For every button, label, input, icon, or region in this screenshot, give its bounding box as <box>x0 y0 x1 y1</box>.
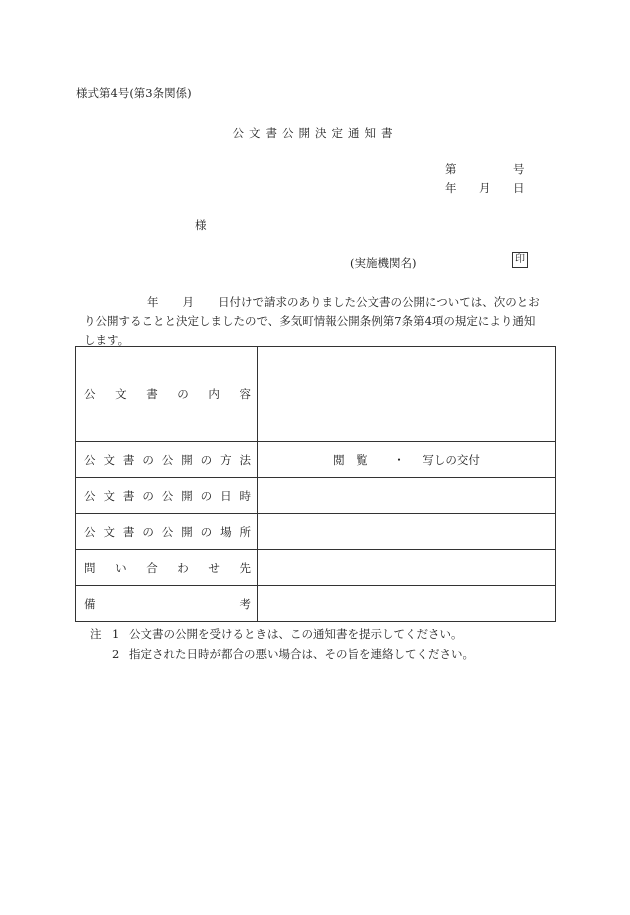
body-line-3: します。 <box>84 333 130 347</box>
label-char: 時 <box>239 488 251 503</box>
reference-day: 日 <box>513 181 525 195</box>
label-disclosure-method-text <box>84 452 251 468</box>
label-char: の <box>200 488 213 503</box>
table-row-method <box>76 442 556 478</box>
label-remarks-text <box>84 596 251 612</box>
label-disclosure-place-text <box>84 524 251 540</box>
label-char: 問 <box>84 560 96 575</box>
value-disclosure-datetime[interactable] <box>258 478 556 514</box>
label-disclosure-datetime-text <box>84 488 251 504</box>
value-disclosure-method <box>258 442 556 478</box>
note-2-text: 指定された日時が都合の悪い場合は、その旨を連絡してください。 <box>129 647 474 661</box>
label-char: 文 <box>103 524 115 539</box>
body-line-1-rest: 日付けで請求のありました公文書の公開については、次のとお <box>218 295 540 309</box>
label-document-content-text <box>84 386 251 402</box>
table-row-contact <box>76 550 556 586</box>
reference-year: 年 <box>445 181 457 195</box>
note-1 <box>90 624 474 644</box>
label-char: わ <box>177 560 189 575</box>
label-char: 場 <box>220 524 232 539</box>
label-char: い <box>115 560 127 575</box>
method-separator: ・ <box>393 452 405 467</box>
label-char: 公 <box>84 387 96 401</box>
label-char: 所 <box>239 524 251 539</box>
reference-month: 月 <box>479 181 491 195</box>
label-char: 公 <box>84 524 96 539</box>
value-contact[interactable] <box>258 550 556 586</box>
label-char: 書 <box>122 488 135 503</box>
label-contact <box>76 550 258 586</box>
label-char: 日 <box>220 488 232 503</box>
label-char: 法 <box>239 452 251 467</box>
label-char: 開 <box>181 452 193 467</box>
method-option-copy[interactable]: 写しの交付 <box>422 452 480 467</box>
label-char: 公 <box>161 488 174 503</box>
body-date-year: 年 <box>147 295 159 309</box>
body-line-2: り公開することと決定しましたので、多気町情報公開条例第7条第4項の規定により通知 <box>84 314 536 328</box>
label-document-content <box>76 347 258 442</box>
table-row-datetime <box>76 478 556 514</box>
value-disclosure-place[interactable] <box>258 514 556 550</box>
label-char: 公 <box>161 524 174 539</box>
document-title: 公文書公開決定通知書 <box>232 126 398 140</box>
label-char: 先 <box>239 560 251 575</box>
value-remarks[interactable] <box>258 586 556 622</box>
addressee-honorific: 様 <box>195 218 207 232</box>
table-row-remarks <box>76 586 556 622</box>
label-char: 方 <box>220 452 232 467</box>
label-char: 書 <box>146 387 158 401</box>
table-row-content <box>76 347 556 442</box>
label-remarks <box>76 586 258 622</box>
note-2-number: 2 <box>112 647 120 661</box>
label-char: 開 <box>181 488 193 503</box>
label-char: の <box>142 524 154 539</box>
label-char: 書 <box>122 452 135 467</box>
notes <box>90 624 474 664</box>
label-char: の <box>142 488 154 503</box>
label-disclosure-method <box>76 442 258 478</box>
body-date-month: 月 <box>182 295 194 309</box>
label-char: 文 <box>103 488 115 503</box>
label-char: の <box>200 452 213 467</box>
label-disclosure-datetime <box>76 478 258 514</box>
form-number: 様式第4号(第3条関係) <box>76 86 192 100</box>
label-char: の <box>200 524 213 539</box>
label-disclosure-place <box>76 514 258 550</box>
value-document-content[interactable] <box>258 347 556 442</box>
label-char: の <box>142 452 154 467</box>
method-option-inspection[interactable]: 閲 覧 <box>333 452 368 467</box>
label-char: 公 <box>84 452 96 467</box>
notes-prefix: 注 <box>90 627 102 641</box>
label-contact-text <box>84 560 251 576</box>
label-char: 公 <box>161 452 174 467</box>
disclosure-info-table <box>75 346 556 622</box>
label-char: 内 <box>208 387 220 401</box>
reference-number-prefix: 第 <box>445 162 457 176</box>
label-char: 考 <box>239 596 251 611</box>
label-char: の <box>177 387 189 401</box>
label-char: 公 <box>84 488 96 503</box>
label-char: 書 <box>122 524 135 539</box>
label-char: 開 <box>181 524 193 539</box>
note-1-number: 1 <box>112 627 120 641</box>
label-char: 備 <box>84 596 96 611</box>
reference-number-suffix: 号 <box>513 162 525 176</box>
issuer-name: (実施機関名) <box>350 256 417 270</box>
label-char: 文 <box>103 452 115 467</box>
label-char: 文 <box>115 387 127 401</box>
seal-mark: 印 <box>512 252 528 268</box>
label-char: 容 <box>239 387 251 401</box>
table-row-place <box>76 514 556 550</box>
label-char: せ <box>208 560 220 575</box>
note-1-text: 公文書の公開を受けるときは、この通知書を提示してください。 <box>129 627 463 641</box>
body-line-1 <box>84 293 554 312</box>
label-char: 合 <box>146 560 158 575</box>
note-2 <box>90 644 474 664</box>
body-text <box>84 293 554 350</box>
